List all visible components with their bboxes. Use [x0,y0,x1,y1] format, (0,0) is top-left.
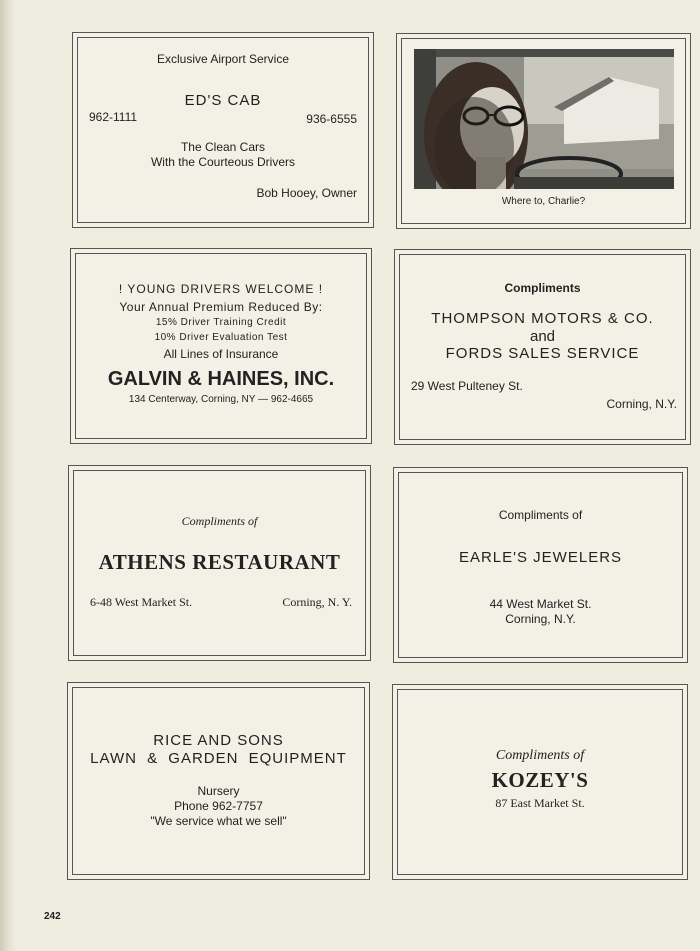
street: 6-48 West Market St. [90,595,193,609]
business-name-3: FORDS SALES SERVICE [445,345,640,362]
owner: Bob Hooey, Owner [256,186,357,200]
street: 87 East Market St. [495,796,585,810]
premium-line: Your Annual Premium Reduced By: [119,300,323,314]
training-credit: 15% Driver Training Credit [155,317,287,328]
compliments: Compliments of [181,514,258,528]
ad-rice-and-sons [67,682,370,880]
business-name: ATHENS RESTAURANT [98,550,341,574]
slogan-line-2: With the Courteous Drivers [150,155,296,169]
address: 134 Centerway, Corning, NY — 962-4665 [128,394,314,405]
ad-border [72,687,365,875]
headline: ! YOUNG DRIVERS WELCOME ! [118,282,324,296]
compliments: Compliments [504,281,581,295]
business-name-2: LAWN & GARDEN EQUIPMENT [90,750,347,767]
phone: Phone 962-7757 [174,799,263,813]
slogan: "We service what we sell" [150,814,287,828]
photo-girl-in-car [414,49,674,189]
ad-earles-jewelers [393,467,688,663]
ad-tagline: Exclusive Airport Service [156,52,290,66]
city: Corning, N.Y. [606,397,677,411]
insurance-line: All Lines of Insurance [163,347,279,361]
ad-kozeys [392,684,688,880]
ad-thompson-motors [394,249,691,445]
city: Corning, N.Y. [505,612,576,626]
business-name-1: THOMPSON MOTORS & CO. [431,310,654,327]
photo-caption: Where to, Charlie? [501,196,586,207]
business-name-2: and [529,328,556,345]
photo-illustration [414,49,674,189]
phone-right: 936-6555 [306,112,357,126]
phone-left: 962-1111 [89,110,138,124]
business-name-1: RICE AND SONS [153,732,284,749]
city: Corning, N. Y. [282,595,352,609]
nursery: Nursery [197,784,240,798]
business-name: ED'S CAB [184,92,262,109]
business-name: GALVIN & HAINES, INC. [107,368,335,390]
ad-galvin-haines [70,248,372,444]
ad-border [75,253,367,439]
compliments: Compliments of [498,508,583,522]
ad-eds-cab [72,32,374,228]
compliments: Compliments of [495,748,585,763]
business-name: KOZEY'S [491,768,589,792]
street: 44 West Market St. [489,597,592,611]
business-name: EARLE'S JEWELERS [458,549,623,566]
evaluation-test: 10% Driver Evaluation Test [154,332,288,343]
ad-athens-restaurant [68,465,371,661]
street: 29 West Pulteney St. [411,379,523,393]
page-spine-shadow [0,0,16,951]
slogan-line-1: The Clean Cars [180,140,266,154]
page-number: 242 [44,911,61,922]
